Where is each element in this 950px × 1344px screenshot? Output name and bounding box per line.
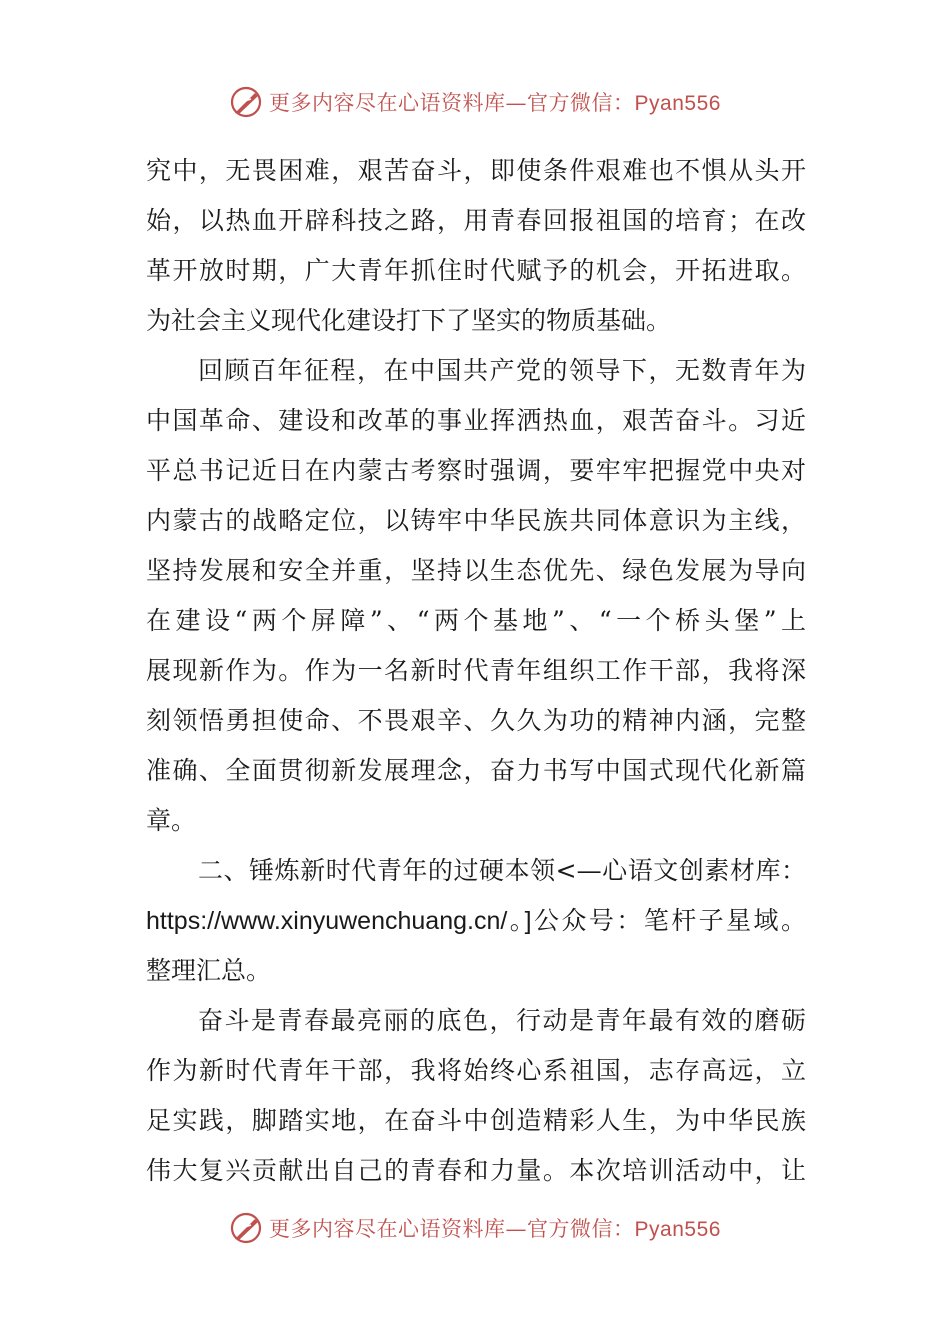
text-line: 足实践，脚踏实地，在奋斗中创造精彩人生，为中华民族 [146,1106,806,1135]
paragraph-start-line: 奋斗是青春最亮丽的底色，行动是青年最有效的磨砺 [198,1006,806,1035]
quill-logo-icon [229,85,263,119]
text-line: 章。 [146,806,197,835]
text-line: 内蒙古的战略定位，以铸牢中华民族共同体意识为主线， [146,506,806,535]
header-watermark [0,82,950,122]
section-heading-line: 二、锤炼新时代青年的过硬本领<—心语文创素材库： [198,856,806,885]
watermark-separator: — [505,91,528,115]
text-line: 伟大复兴贡献出自己的青春和力量。本次培训活动中，让 [146,1156,806,1185]
watermark-wechat-label: 官方微信： [527,91,635,115]
text-line: 革开放时期，广大青年抓住时代赋予的机会，开拓进取。 [146,256,806,285]
watermark-wechat-id: Pyan556 [634,1218,721,1241]
footer-watermark [0,1208,950,1248]
text-line: 整理汇总。 [146,956,272,985]
paragraph-start-line: 回顾百年征程，在中国共产党的领导下，无数青年为 [198,356,806,385]
watermark-wechat-label: 官方微信： [527,1217,635,1241]
text-line: 坚持发展和安全并重，坚持以生态优先、绿色发展为导向 [146,556,806,585]
watermark-wechat-id: Pyan556 [634,92,721,115]
document-body [146,146,806,1196]
watermark-separator: — [505,1217,528,1241]
text-line: 作为新时代青年干部，我将始终心系祖国，志存高远，立 [146,1056,806,1085]
url-line: https://www.xinyuwenchuang.cn/。]公众号：笔杆子星域。 [146,907,806,935]
text-line: 究中，无畏困难，艰苦奋斗，即使条件艰难也不惧从头开 [146,156,806,185]
text-line: 平总书记近日在内蒙古考察时强调，要牢牢把握党中央对 [146,456,806,485]
text-line: 始，以热血开辟科技之路，用青春回报祖国的培育；在改 [146,206,806,235]
watermark-text [269,1213,721,1243]
watermark-text [269,87,721,117]
text-line: 为社会主义现代化建设打下了坚实的物质基础。 [146,306,672,335]
text-line: 在建设“两个屏障”、“两个基地”、“一个桥头堡”上 [146,606,806,635]
text-line: 中国革命、建设和改革的事业挥洒热血，艰苦奋斗。习近 [146,406,806,435]
watermark-slogan: 更多内容尽在心语资料库 [269,1217,506,1241]
text-line: 刻领悟勇担使命、不畏艰辛、久久为功的精神内涵，完整 [146,706,806,735]
quill-logo-icon [229,1211,263,1245]
text-line: 准确、全面贯彻新发展理念，奋力书写中国式现代化新篇 [146,756,806,785]
watermark-slogan: 更多内容尽在心语资料库 [269,91,506,115]
text-line: 展现新作为。作为一名新时代青年组织工作干部，我将深 [146,656,806,685]
